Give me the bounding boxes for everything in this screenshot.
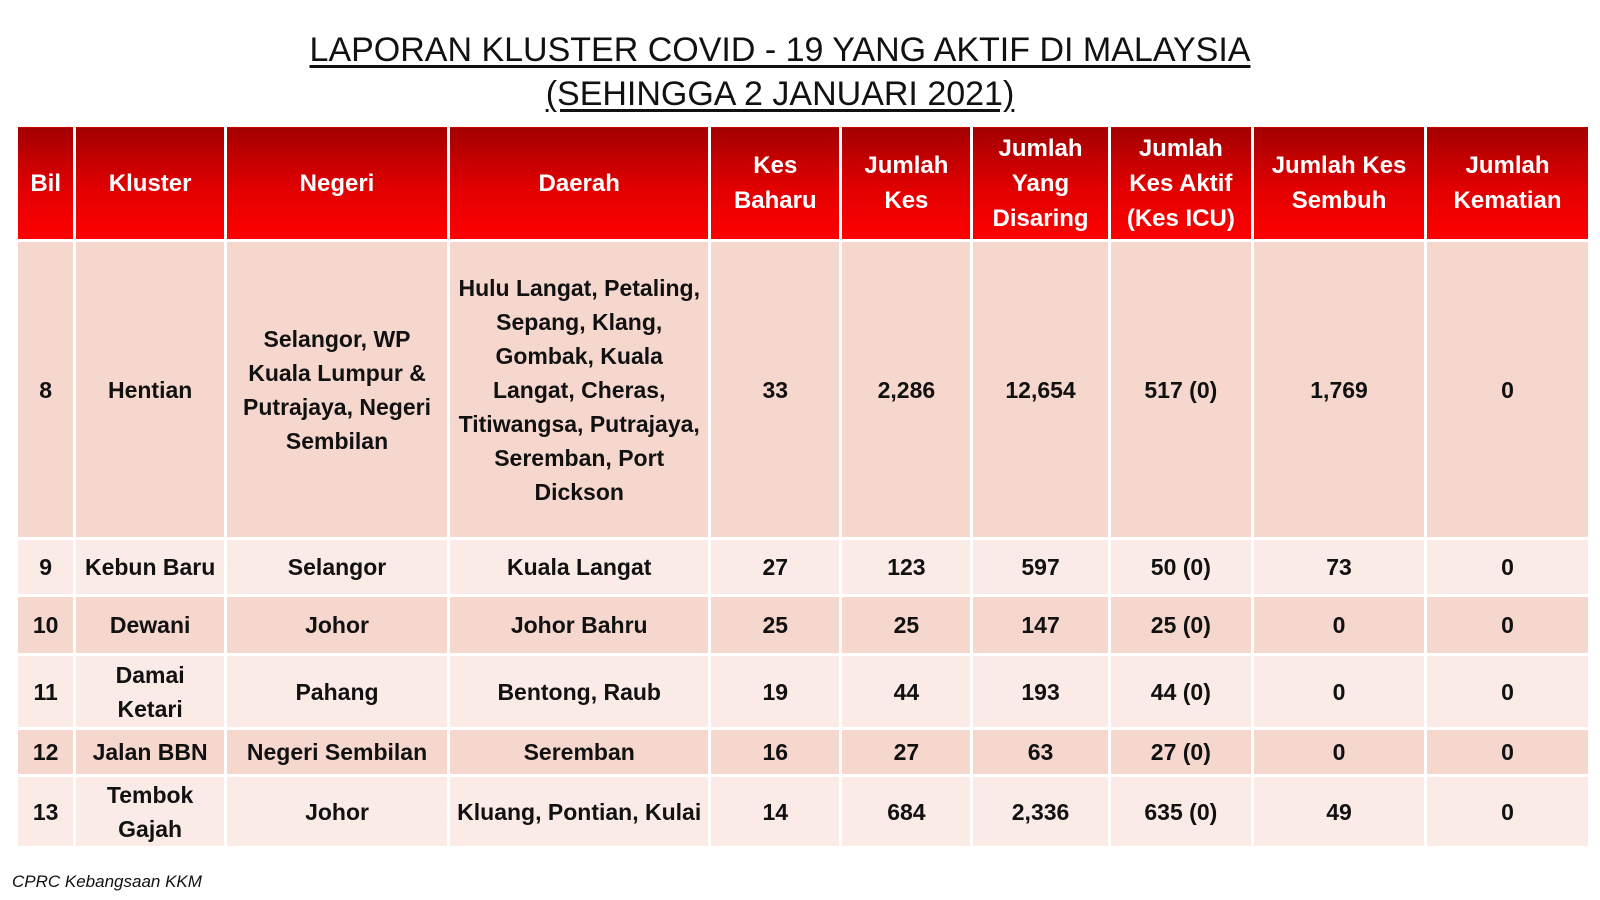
cell-kes-baharu: 16	[710, 729, 841, 776]
title-line-2: (SEHINGGA 2 JANUARI 2021)	[545, 75, 1015, 113]
cell-negeri: Johor	[225, 776, 448, 848]
cell-kes-baharu: 33	[710, 241, 841, 539]
cell-kematian: 0	[1426, 241, 1590, 539]
cell-kes-aktif: 25 (0)	[1109, 596, 1252, 655]
header-kes-baharu: Kes Baharu	[710, 126, 841, 241]
cell-kes-aktif: 517 (0)	[1109, 241, 1252, 539]
cell-bil: 13	[17, 776, 75, 848]
cell-jumlah-kes: 123	[841, 539, 972, 596]
cell-daerah: Kluang, Pontian, Kulai	[449, 776, 710, 848]
table-row	[17, 729, 1590, 776]
table-row	[17, 596, 1590, 655]
header-bil: Bil	[17, 126, 75, 241]
source-footer: CPRC Kebangsaan KKM	[12, 872, 202, 891]
header-daerah: Daerah	[449, 126, 710, 241]
cell-kematian: 0	[1426, 655, 1590, 729]
cluster-table	[15, 124, 1591, 849]
cell-negeri: Pahang	[225, 655, 448, 729]
cell-negeri: Johor	[225, 596, 448, 655]
cell-daerah: Bentong, Raub	[449, 655, 710, 729]
cell-jumlah-kes: 2,286	[841, 241, 972, 539]
cell-jumlah-kes: 684	[841, 776, 972, 848]
cell-kematian: 0	[1426, 729, 1590, 776]
page-title	[0, 28, 1560, 116]
cell-kes-sembuh: 1,769	[1253, 241, 1426, 539]
cell-daerah: Kuala Langat	[449, 539, 710, 596]
cell-negeri: Selangor	[225, 539, 448, 596]
cell-jumlah-disaring: 63	[972, 729, 1109, 776]
table-header-row	[17, 126, 1590, 241]
cell-kes-aktif: 635 (0)	[1109, 776, 1252, 848]
cell-daerah: Johor Bahru	[449, 596, 710, 655]
cell-kes-baharu: 25	[710, 596, 841, 655]
cell-jumlah-disaring: 12,654	[972, 241, 1109, 539]
cell-negeri: Negeri Sembilan	[225, 729, 448, 776]
cell-bil: 9	[17, 539, 75, 596]
cell-kluster: Tembok Gajah	[75, 776, 226, 848]
cell-kluster: Kebun Baru	[75, 539, 226, 596]
table-row	[17, 241, 1590, 539]
cell-daerah: Seremban	[449, 729, 710, 776]
cell-kes-baharu: 27	[710, 539, 841, 596]
header-jumlah-kematian: Jumlah Kematian	[1426, 126, 1590, 241]
header-jumlah-disaring: Jumlah Yang Disaring	[972, 126, 1109, 241]
cell-jumlah-disaring: 147	[972, 596, 1109, 655]
cell-jumlah-disaring: 193	[972, 655, 1109, 729]
cell-bil: 12	[17, 729, 75, 776]
cell-kes-aktif: 44 (0)	[1109, 655, 1252, 729]
cell-bil: 10	[17, 596, 75, 655]
header-jumlah-kes-aktif: Jumlah Kes Aktif (Kes ICU)	[1109, 126, 1252, 241]
cell-kes-sembuh: 0	[1253, 655, 1426, 729]
cell-negeri: Selangor, WP Kuala Lumpur & Putrajaya, Negeri Sembilan	[225, 241, 448, 539]
table-row	[17, 655, 1590, 729]
cell-kes-baharu: 19	[710, 655, 841, 729]
cell-kes-sembuh: 0	[1253, 729, 1426, 776]
cell-kes-sembuh: 0	[1253, 596, 1426, 655]
cell-daerah: Hulu Langat, Petaling, Sepang, Klang, Gombak, Kuala Langat, Cheras, Titiwangsa, Putrajaya, Seremban, Port Dickson	[449, 241, 710, 539]
cell-kluster: Dewani	[75, 596, 226, 655]
header-jumlah-kes: Jumlah Kes	[841, 126, 972, 241]
cell-kes-sembuh: 49	[1253, 776, 1426, 848]
cell-bil: 8	[17, 241, 75, 539]
cell-kes-aktif: 50 (0)	[1109, 539, 1252, 596]
cell-jumlah-kes: 44	[841, 655, 972, 729]
cell-jumlah-disaring: 597	[972, 539, 1109, 596]
cell-kes-baharu: 14	[710, 776, 841, 848]
table-row	[17, 539, 1590, 596]
table-row	[17, 776, 1590, 848]
cell-jumlah-disaring: 2,336	[972, 776, 1109, 848]
cell-kluster: Damai Ketari	[75, 655, 226, 729]
header-jumlah-kes-sembuh: Jumlah Kes Sembuh	[1253, 126, 1426, 241]
cell-kematian: 0	[1426, 539, 1590, 596]
cell-jumlah-kes: 25	[841, 596, 972, 655]
cell-bil: 11	[17, 655, 75, 729]
cell-kematian: 0	[1426, 776, 1590, 848]
cell-jumlah-kes: 27	[841, 729, 972, 776]
title-line-1: LAPORAN KLUSTER COVID - 19 YANG AKTIF DI MALAYSIA	[309, 31, 1251, 69]
cell-kes-sembuh: 73	[1253, 539, 1426, 596]
header-kluster: Kluster	[75, 126, 226, 241]
cell-kluster: Jalan BBN	[75, 729, 226, 776]
cell-kluster: Hentian	[75, 241, 226, 539]
cell-kematian: 0	[1426, 596, 1590, 655]
header-negeri: Negeri	[225, 126, 448, 241]
cell-kes-aktif: 27 (0)	[1109, 729, 1252, 776]
